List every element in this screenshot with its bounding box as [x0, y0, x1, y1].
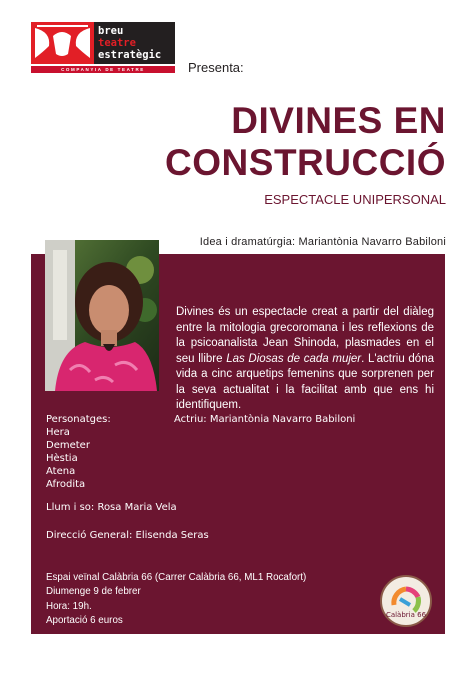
show-subtitle: ESPECTACLE UNIPERSONAL [264, 192, 446, 207]
actress-photo [45, 240, 159, 391]
logo-text: breu teatre estratègic [98, 25, 162, 61]
show-description: Divines és un espectacle creat a partir del diàleg entre la mitologia grecoromana i les reflexions de la psicoanalista Jean Shinoda, plasmades en el seu llibre Las Diosas de cada mujer. L'actriu dóna vida a cinc arquetips femenins que sorprenen per la seva actualitat i la facilitat amb que ens hi identifiquem. [176, 306, 434, 411]
author-credit: Idea i dramatúrgia: Mariantònia Navarro Babiloni [199, 236, 446, 248]
character-item: Atena [46, 466, 76, 477]
badge-label: Calàbria 66 [385, 611, 427, 619]
characters-label: Personatges: [46, 414, 111, 425]
venue-time: Hora: 19h. [46, 600, 92, 612]
logo-curtain-icon [31, 22, 94, 64]
actor-credit: Actriu: Mariantònia Navarro Babiloni [174, 414, 356, 425]
venue-date: Diumenge 9 de febrer [46, 586, 141, 598]
show-title: DIVINES EN CONSTRUCCIÓ [165, 100, 446, 183]
venue-place: Espai veïnal Calàbria 66 (Carrer Calàbria 66, ML1 Rocafort) [46, 572, 307, 583]
direction-credit: Direcció General: Elisenda Seras [46, 530, 209, 541]
character-item: Hèstia [46, 453, 78, 464]
presents-label: Presenta: [188, 60, 244, 75]
light-sound-credit: Llum i so: Rosa Maria Vela [46, 502, 177, 513]
characters-list [46, 413, 111, 491]
calabria-66-logo [380, 575, 432, 627]
character-item: Afrodita [46, 479, 86, 490]
logo-subtitle: COMPANYIA DE TEATRE [31, 66, 175, 73]
book-title: Las Diosas de cada mujer [226, 352, 362, 365]
character-item: Demeter [46, 440, 90, 451]
company-logo [31, 22, 175, 74]
character-item: Hera [46, 427, 70, 438]
venue-price: Aportació 6 euros [46, 614, 123, 626]
venue-details [46, 571, 306, 628]
